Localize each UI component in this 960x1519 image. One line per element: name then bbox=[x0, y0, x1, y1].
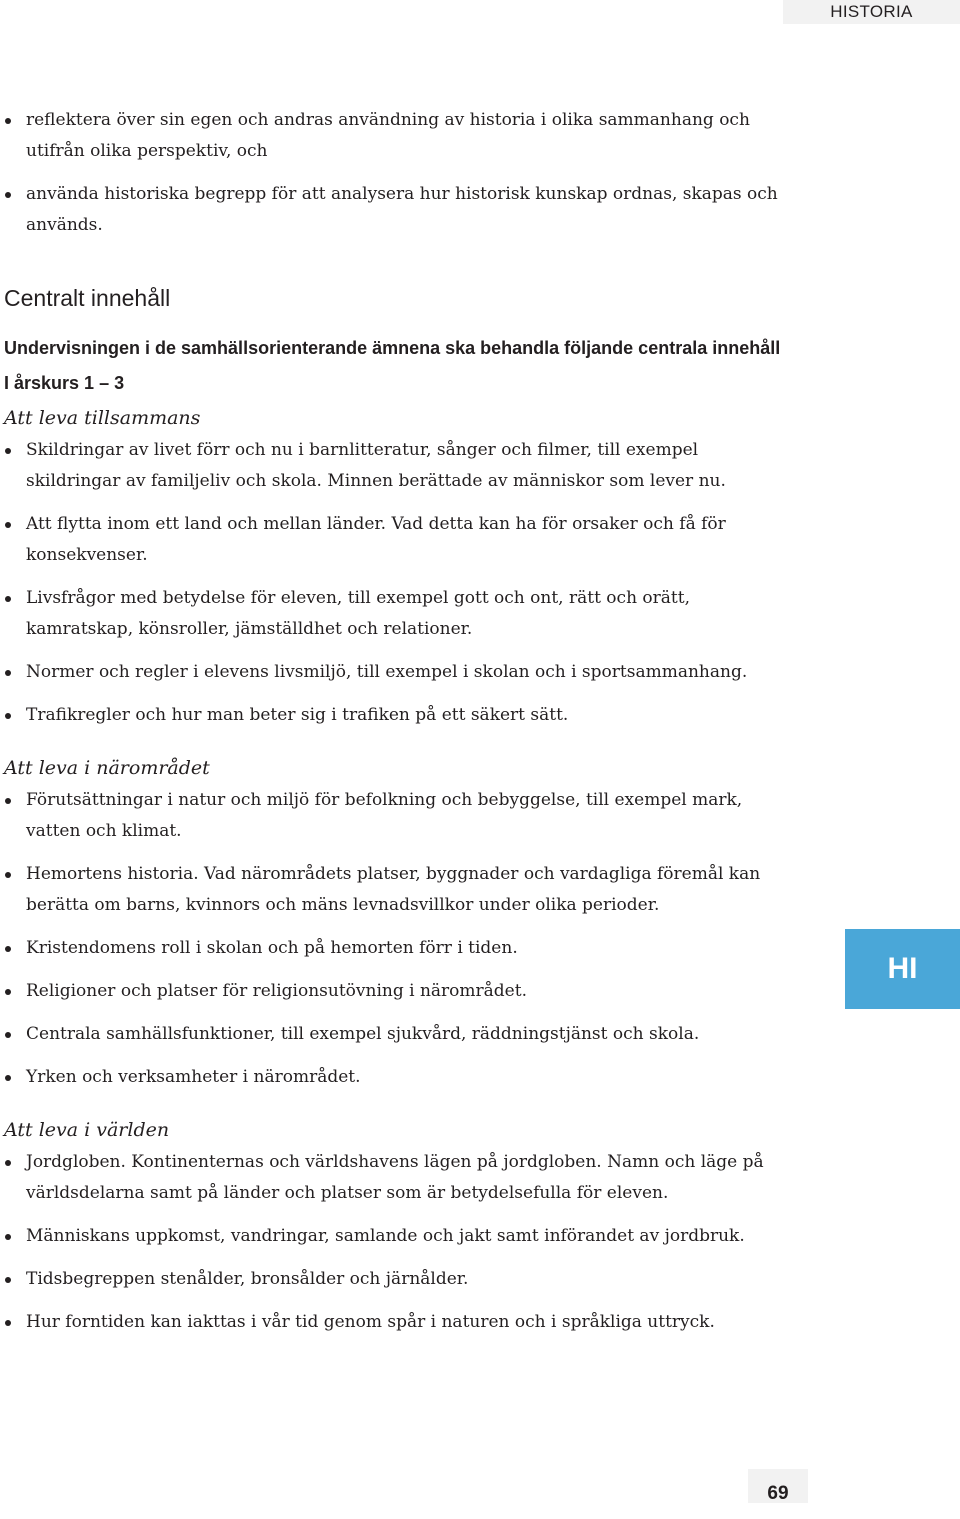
intro-text: Undervisningen i de samhällsorienterande ämnena ska behandla följande centrala innehåll bbox=[4, 338, 781, 358]
page-number: 69 bbox=[748, 1469, 808, 1503]
section-title: Centralt innehåll bbox=[4, 285, 171, 311]
list-item: reflektera över sin egen och andras användning av historia i olika sammanhang och utifrån olika perspektiv, och bbox=[4, 105, 794, 167]
topic-list bbox=[4, 435, 794, 731]
list-item: Hemortens historia. Vad närområdets platser, byggnader och vardagliga föremål kan berätta om barns, kvinnors och mäns levnadsvillkor under olika perioder. bbox=[4, 859, 794, 921]
list-item: Religioner och platser för religionsutövning i närområdet. bbox=[4, 976, 794, 1007]
goals-list bbox=[4, 105, 794, 241]
subsection-heading: Att leva i världen bbox=[4, 1119, 170, 1141]
list-item: Livsfrågor med betydelse för eleven, till exempel gott och ont, rätt och orätt, kamratskap, könsroller, jämställdhet och relationer. bbox=[4, 583, 794, 645]
list-item: Förutsättningar i natur och miljö för befolkning och bebyggelse, till exempel mark, vatten och klimat. bbox=[4, 785, 794, 847]
list-item: Tidsbegreppen stenålder, bronsålder och järnålder. bbox=[4, 1264, 794, 1295]
page-content bbox=[4, 105, 794, 1350]
subsection-heading: Att leva tillsammans bbox=[4, 407, 201, 429]
list-item: Att flytta inom ett land och mellan länder. Vad detta kan ha för orsaker och få för konsekvenser. bbox=[4, 509, 794, 571]
grade-heading: I årskurs 1 – 3 bbox=[4, 373, 125, 393]
list-item: Yrken och verksamheter i närområdet. bbox=[4, 1062, 794, 1093]
topic-list bbox=[4, 785, 794, 1093]
list-item: Centrala samhällsfunktioner, till exempel sjukvård, räddningstjänst och skola. bbox=[4, 1019, 794, 1050]
list-item: Kristendomens roll i skolan och på hemorten förr i tiden. bbox=[4, 933, 794, 964]
running-header: HISTORIA bbox=[783, 0, 960, 24]
list-item: Skildringar av livet förr och nu i barnlitteratur, sånger och filmer, till exempel skildringar av familjeliv och skola. Minnen berättade av människor som lever nu. bbox=[4, 435, 794, 497]
topic-list bbox=[4, 1147, 794, 1338]
list-item: Människans uppkomst, vandringar, samlande och jakt samt införandet av jordbruk. bbox=[4, 1221, 794, 1252]
list-item: Trafikregler och hur man beter sig i trafiken på ett säkert sätt. bbox=[4, 700, 794, 731]
list-item: Hur forntiden kan iakttas i vår tid genom spår i naturen och i språkliga uttryck. bbox=[4, 1307, 794, 1338]
list-item: Normer och regler i elevens livsmiljö, till exempel i skolan och i sportsammanhang. bbox=[4, 657, 794, 688]
list-item: Jordgloben. Kontinenternas och världshavens lägen på jordgloben. Namn och läge på världsdelarna samt på länder och platser som är betydelsefulla för eleven. bbox=[4, 1147, 794, 1209]
list-item: använda historiska begrepp för att analysera hur historisk kunskap ordnas, skapas och används. bbox=[4, 179, 794, 241]
subject-tab: HI bbox=[845, 929, 960, 1009]
subsection-heading: Att leva i närområdet bbox=[4, 757, 210, 779]
